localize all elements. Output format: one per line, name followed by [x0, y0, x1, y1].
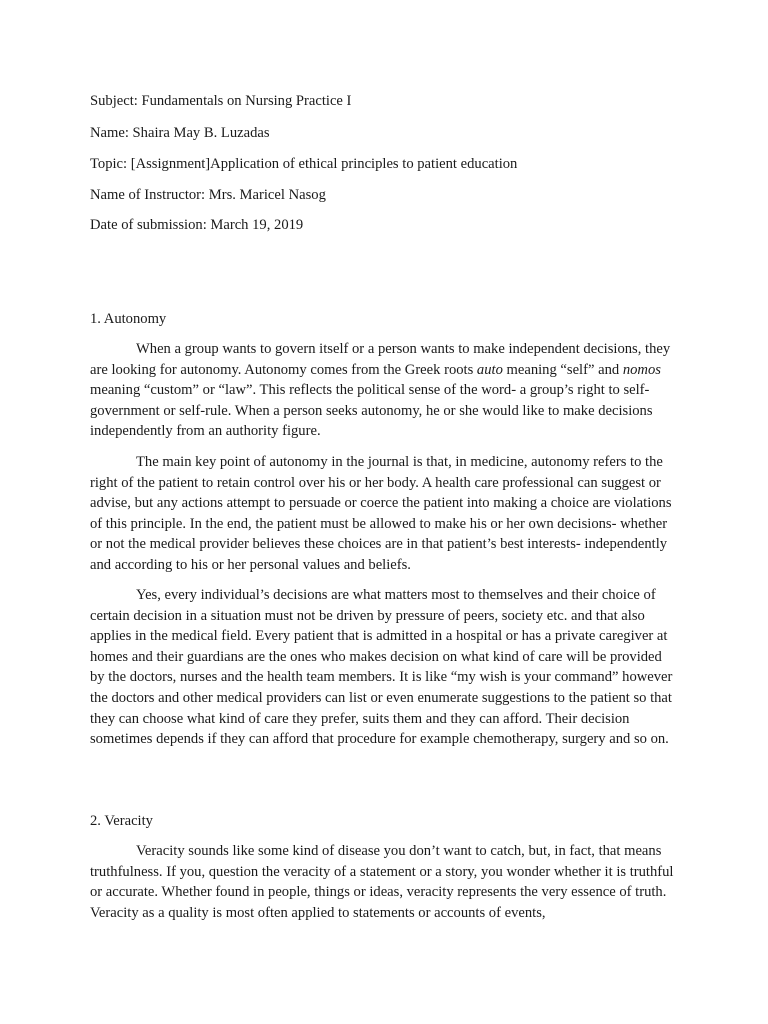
autonomy-paragraph-3: Yes, every individual’s decisions are what matters most to themselves and their choice of certain decision in a situation must not be driven by pressure of peers, society etc. and that also applies in the medical field. Every patient that is admitted in a hospital or has a private caregiver at homes and their guardians are the ones who makes decision on what kind of care will be provided by the doctors, nurses and the health team members. It is like “my wish is your command” however the doctors and other medical providers can list or even enumerate suggestions to the patient so that they can choose what kind of care they prefer, suits them and they can afford. Their decision sometimes depends if they can afford that procedure for example chemotherapy, surgery and so on. — [90, 587, 673, 748]
italic-term-nomos: nomos — [622, 361, 661, 378]
italic-term-auto: auto — [476, 361, 503, 378]
text-segment: meaning “custom” or “law”. This reflects the political sense of the word- a group’s right to self- government or self-rule. When a person seeks autonomy, he or she would like to make decisions independently from an authority figure. — [90, 382, 653, 440]
instructor-line: Name of Instructor: Mrs. Maricel Nasog — [90, 187, 326, 203]
topic-line: Topic: [Assignment]Application of ethical principles to patient education — [90, 156, 518, 172]
subject-line: Subject: Fundamentals on Nursing Practice I — [90, 93, 352, 109]
document-page — [90, 0, 676, 1024]
student-name-line: Name: Shaira May B. Luzadas — [90, 125, 270, 141]
section-heading-veracity: 2. Veracity — [90, 813, 153, 829]
text-segment: meaning “self” and — [502, 361, 623, 378]
veracity-paragraph-1: Veracity sounds like some kind of disease you don’t want to catch, but, in fact, that means truthfulness. If you, question the veracity of a statement or a story, you wonder whether it is truthful or accurate. Whether found in people, things or ideas, veracity represents the very essence of truth. Veracity as a quality is most often applied to statements or accounts of events, — [90, 843, 674, 921]
section-heading-autonomy: 1. Autonomy — [90, 311, 167, 327]
submission-date-line: Date of submission: March 19, 2019 — [90, 217, 304, 233]
text-segment: When a group wants to govern itself or a person wants to make independent decisions, they are looking for autonomy. Autonomy comes from the Greek roots — [90, 341, 671, 378]
autonomy-paragraph-1 — [90, 339, 676, 442]
autonomy-paragraph-2: The main key point of autonomy in the journal is that, in medicine, autonomy refers to the right of the patient to retain control over his or her body. A health care professional can suggest or advise, but any actions attempt to persuade or coerce the patient into making a choice are violations of this principle. In the end, the patient must be allowed to make his or her own decisions- whether or not the medical provider believes these choices are in that patient’s best interests- independently and according to his or her personal values and beliefs. — [90, 454, 672, 573]
